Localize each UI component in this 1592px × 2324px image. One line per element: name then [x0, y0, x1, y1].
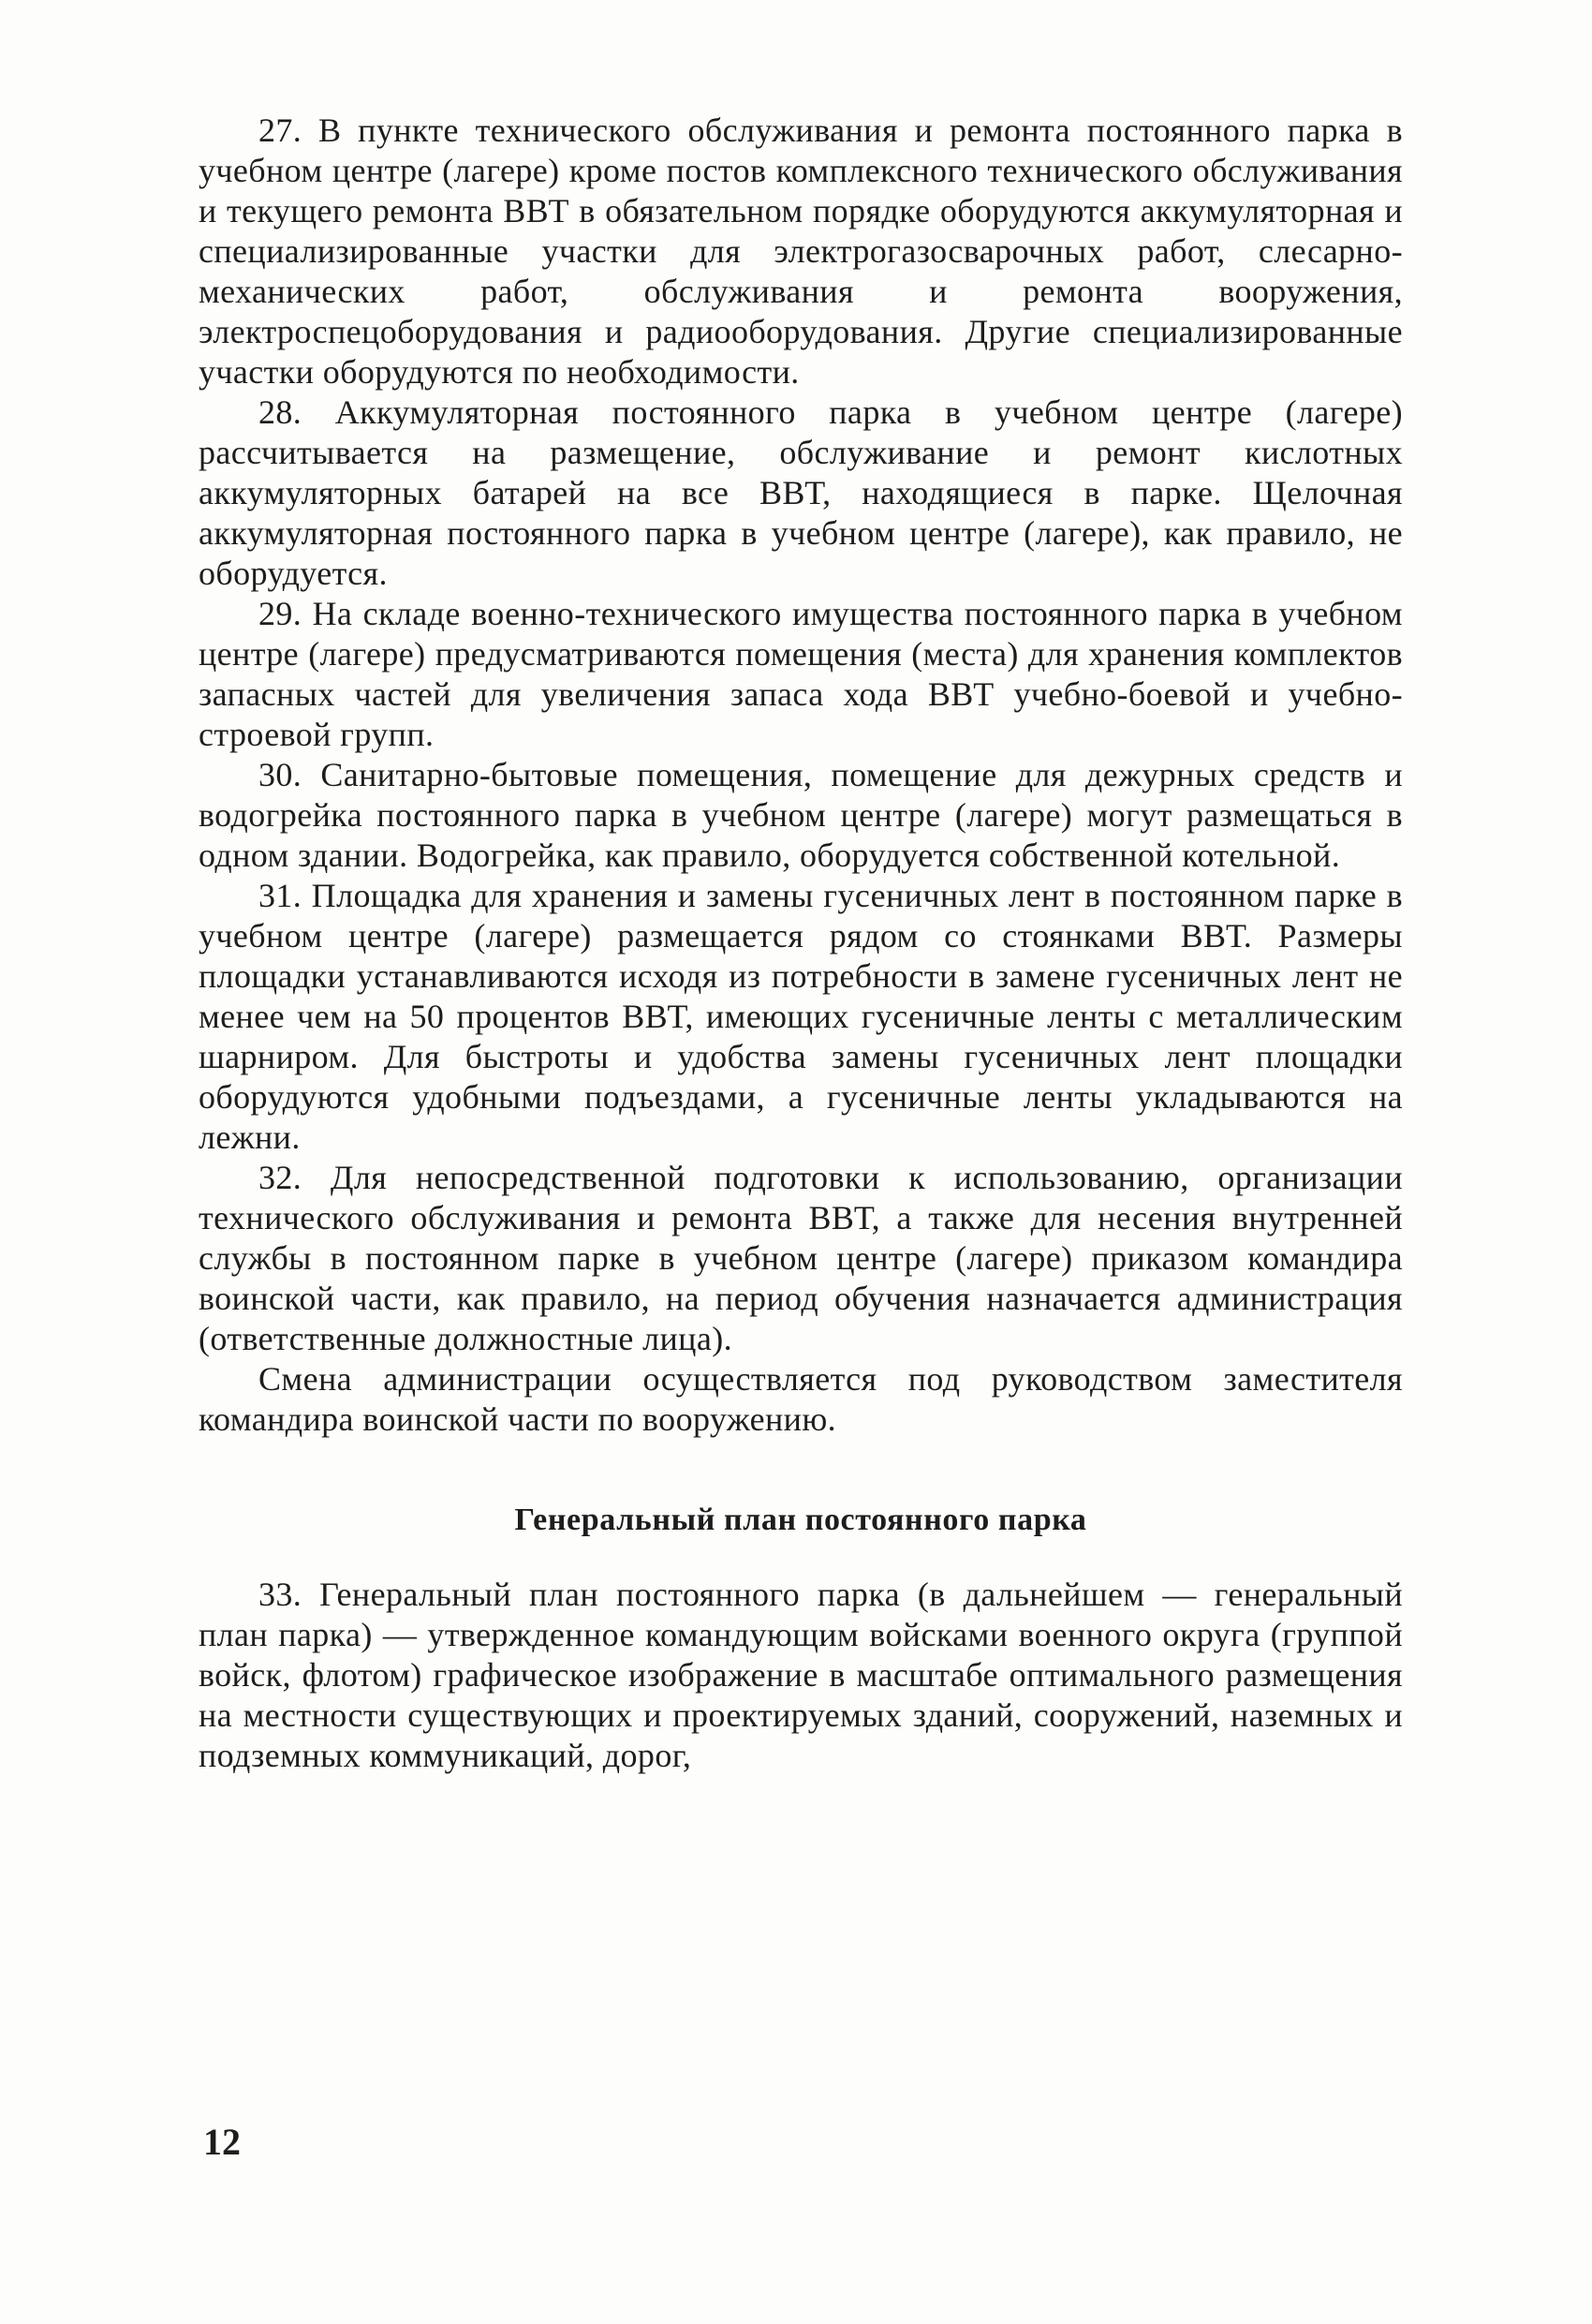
paragraph-32: 32. Для непосредственной подготовки к использованию, организации технического обслуживания и ремонта ВВТ, а также для несения внутренней службы в постоянном парке в учебном центре (лагере) приказом командира воинской части, как правило, на период обучения назначается администрация (ответственные должностные лица).	[199, 1159, 1403, 1357]
paragraph-27: 27. В пункте технического обслуживания и ремонта постоянного парка в учебном центре (лагере) кроме постов комплексного технического обслуживания и текущего ремонта ВВТ в обязательном порядке оборудуются аккумуляторная и специализированные участки для электрогазосварочных работ, слесарно-механических работ, обслуживания и ремонта вооружения, электроспецоборудования и радиооборудования. Другие специализированные участки оборудуются по необходимости.	[199, 111, 1403, 391]
paragraph-29: 29. На складе военно-технического имущества постоянного парка в учебном центре (лагере) предусматриваются помещения (места) для хранения комплектов запасных частей для увеличения запаса хода ВВТ учебно-боевой и учебно-строевой групп.	[199, 595, 1403, 753]
paragraph-28: 28. Аккумуляторная постоянного парка в учебном центре (лагере) рассчитывается на размещение, обслуживание и ремонт кислотных аккумуляторных батарей на все ВВТ, находящиеся в парке. Щелочная аккумуляторная постоянного парка в учебном центре (лагере), как правило, не оборудуется.	[199, 393, 1403, 592]
paragraph-31: 31. Площадка для хранения и замены гусеничных лент в постоянном парке в учебном центре (лагере) размещается рядом со стоянками ВВТ. Размеры площадки устанавливаются исходя из потребности в замене гусеничных лент не менее чем на 50 процентов ВВТ, имеющих гусеничные ленты с металлическим шарниром. Для быстроты и удобства замены гусеничных лент площадки оборудуются удобными подъездами, а гусеничные ленты укладываются на лежни.	[199, 877, 1403, 1156]
paragraph-32-continuation: Смена администрации осуществляется под руководством заместителя командира воинской части по вооружению.	[199, 1360, 1403, 1438]
page-number: 12	[203, 2121, 241, 2163]
section-heading: Генеральный план постоянного парка	[514, 1502, 1087, 1537]
paragraph-30: 30. Санитарно-бытовые помещения, помещение для дежурных средств и водогрейка постоянного парка в учебном центре (лагере) могут размещаться в одном здании. Водогрейка, как правило, оборудуется собственной котельной.	[199, 756, 1403, 874]
paragraph-33: 33. Генеральный план постоянного парка (в дальнейшем — генеральный план парка) — утвержденное командующим войсками военного округа (группой войск, флотом) графическое изображение в масштабе оптимального размещения на местности существующих и проектируемых зданий, сооружений, наземных и подземных коммуникаций, дорог,	[199, 1576, 1403, 1774]
page-body	[199, 111, 1403, 1776]
